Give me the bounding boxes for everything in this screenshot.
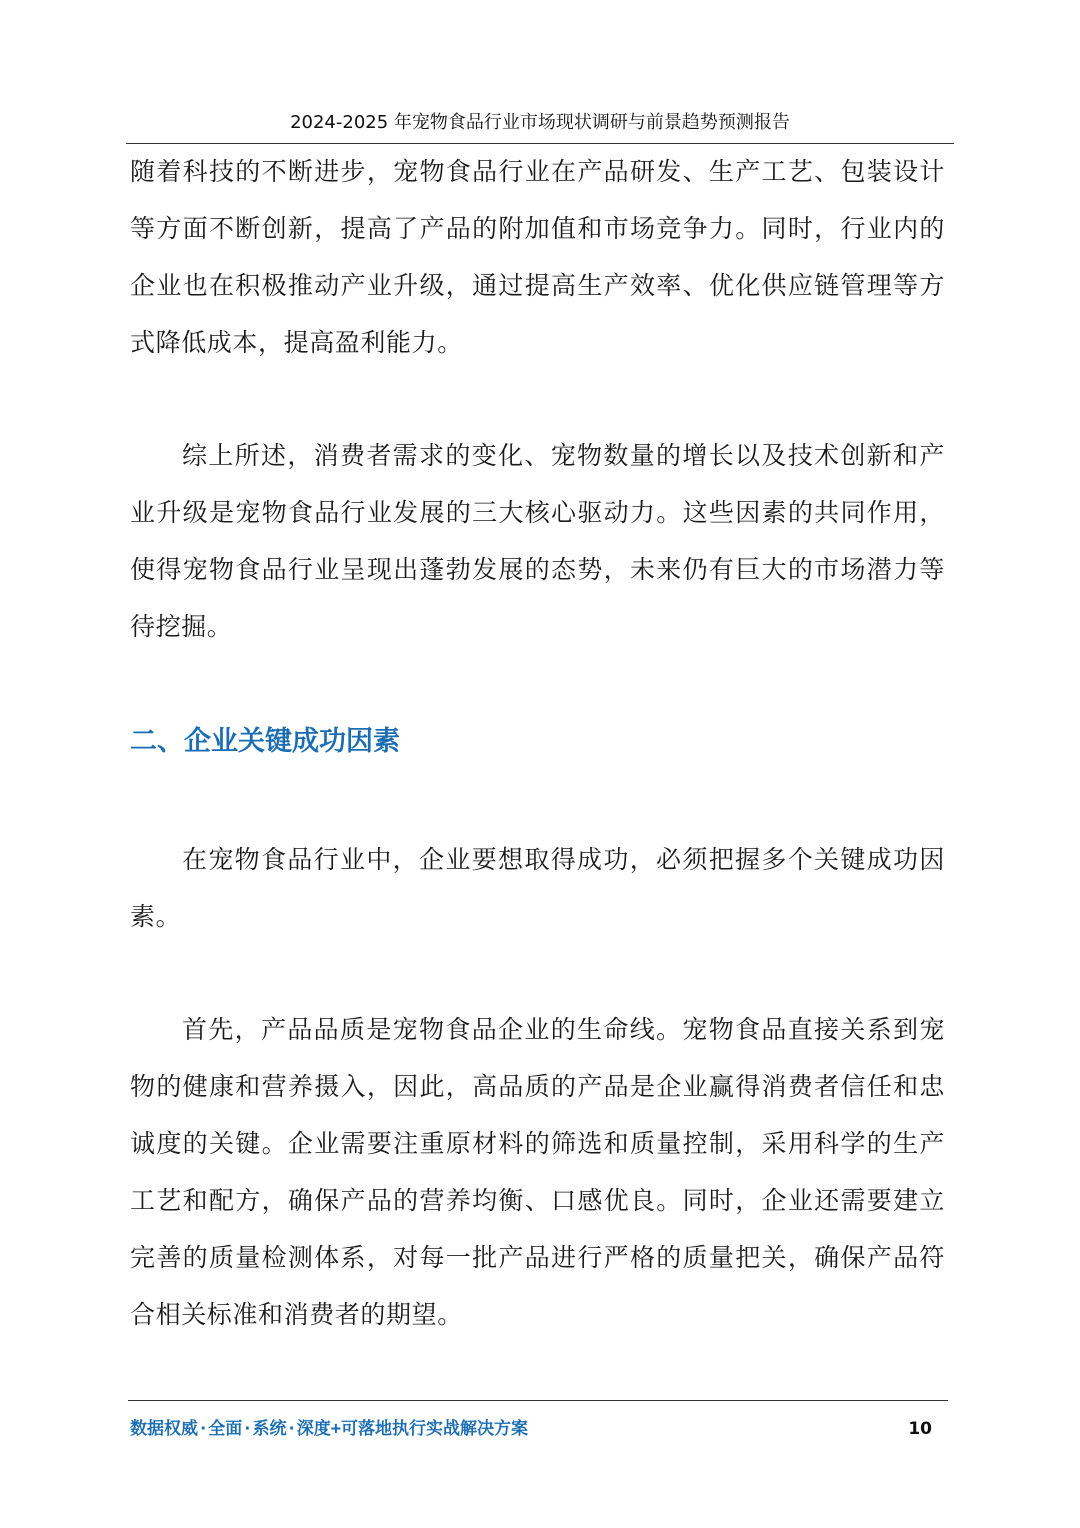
section-heading: 二、企业关键成功因素 <box>130 726 400 757</box>
footer-slogan: 数据权威·全面·系统·深度+可落地执行实战解决方案 <box>130 1419 528 1439</box>
report-title: 2024-2025 年宠物食品行业市场现状调研与前景趋势预测报告 <box>290 112 790 133</box>
footer-divider <box>128 1400 948 1401</box>
page-number: 10 <box>908 1419 932 1439</box>
paragraph-summary: 综上所述，消费者需求的变化、宠物数量的增长以及技术创新和产业升级是宠物食品行业发展的三大核心驱动力。这些因素的共同作用，使得宠物食品行业呈现出蓬勃发展的态势，未来仍有巨大的市场潜力等待挖掘。 <box>130 441 945 641</box>
paragraph-product-quality: 首先，产品品质是宠物食品企业的生命线。宠物食品直接关系到宠物的健康和营养摄入，因此，高品质的产品是企业赢得消费者信任和忠诚度的关键。企业需要注重原材料的筛选和质量控制，采用科学的生产工艺和配方，确保产品的营养均衡、口感优良。同时，企业还需要建立完善的质量检测体系，对每一批产品进行严格的质量把关，确保产品符合相关标准和消费者的期望。 <box>130 1015 945 1329</box>
paragraph-section-intro: 在宠物食品行业中，企业要想取得成功，必须把握多个关键成功因素。 <box>130 845 945 931</box>
paragraph-tech-innovation: 随着科技的不断进步，宠物食品行业在产品研发、生产工艺、包装设计等方面不断创新，提高了产品的附加值和市场竞争力。同时，行业内的企业也在积极推动产业升级，通过提高生产效率、优化供应链管理等方式降低成本，提高盈利能力。 <box>130 157 945 357</box>
